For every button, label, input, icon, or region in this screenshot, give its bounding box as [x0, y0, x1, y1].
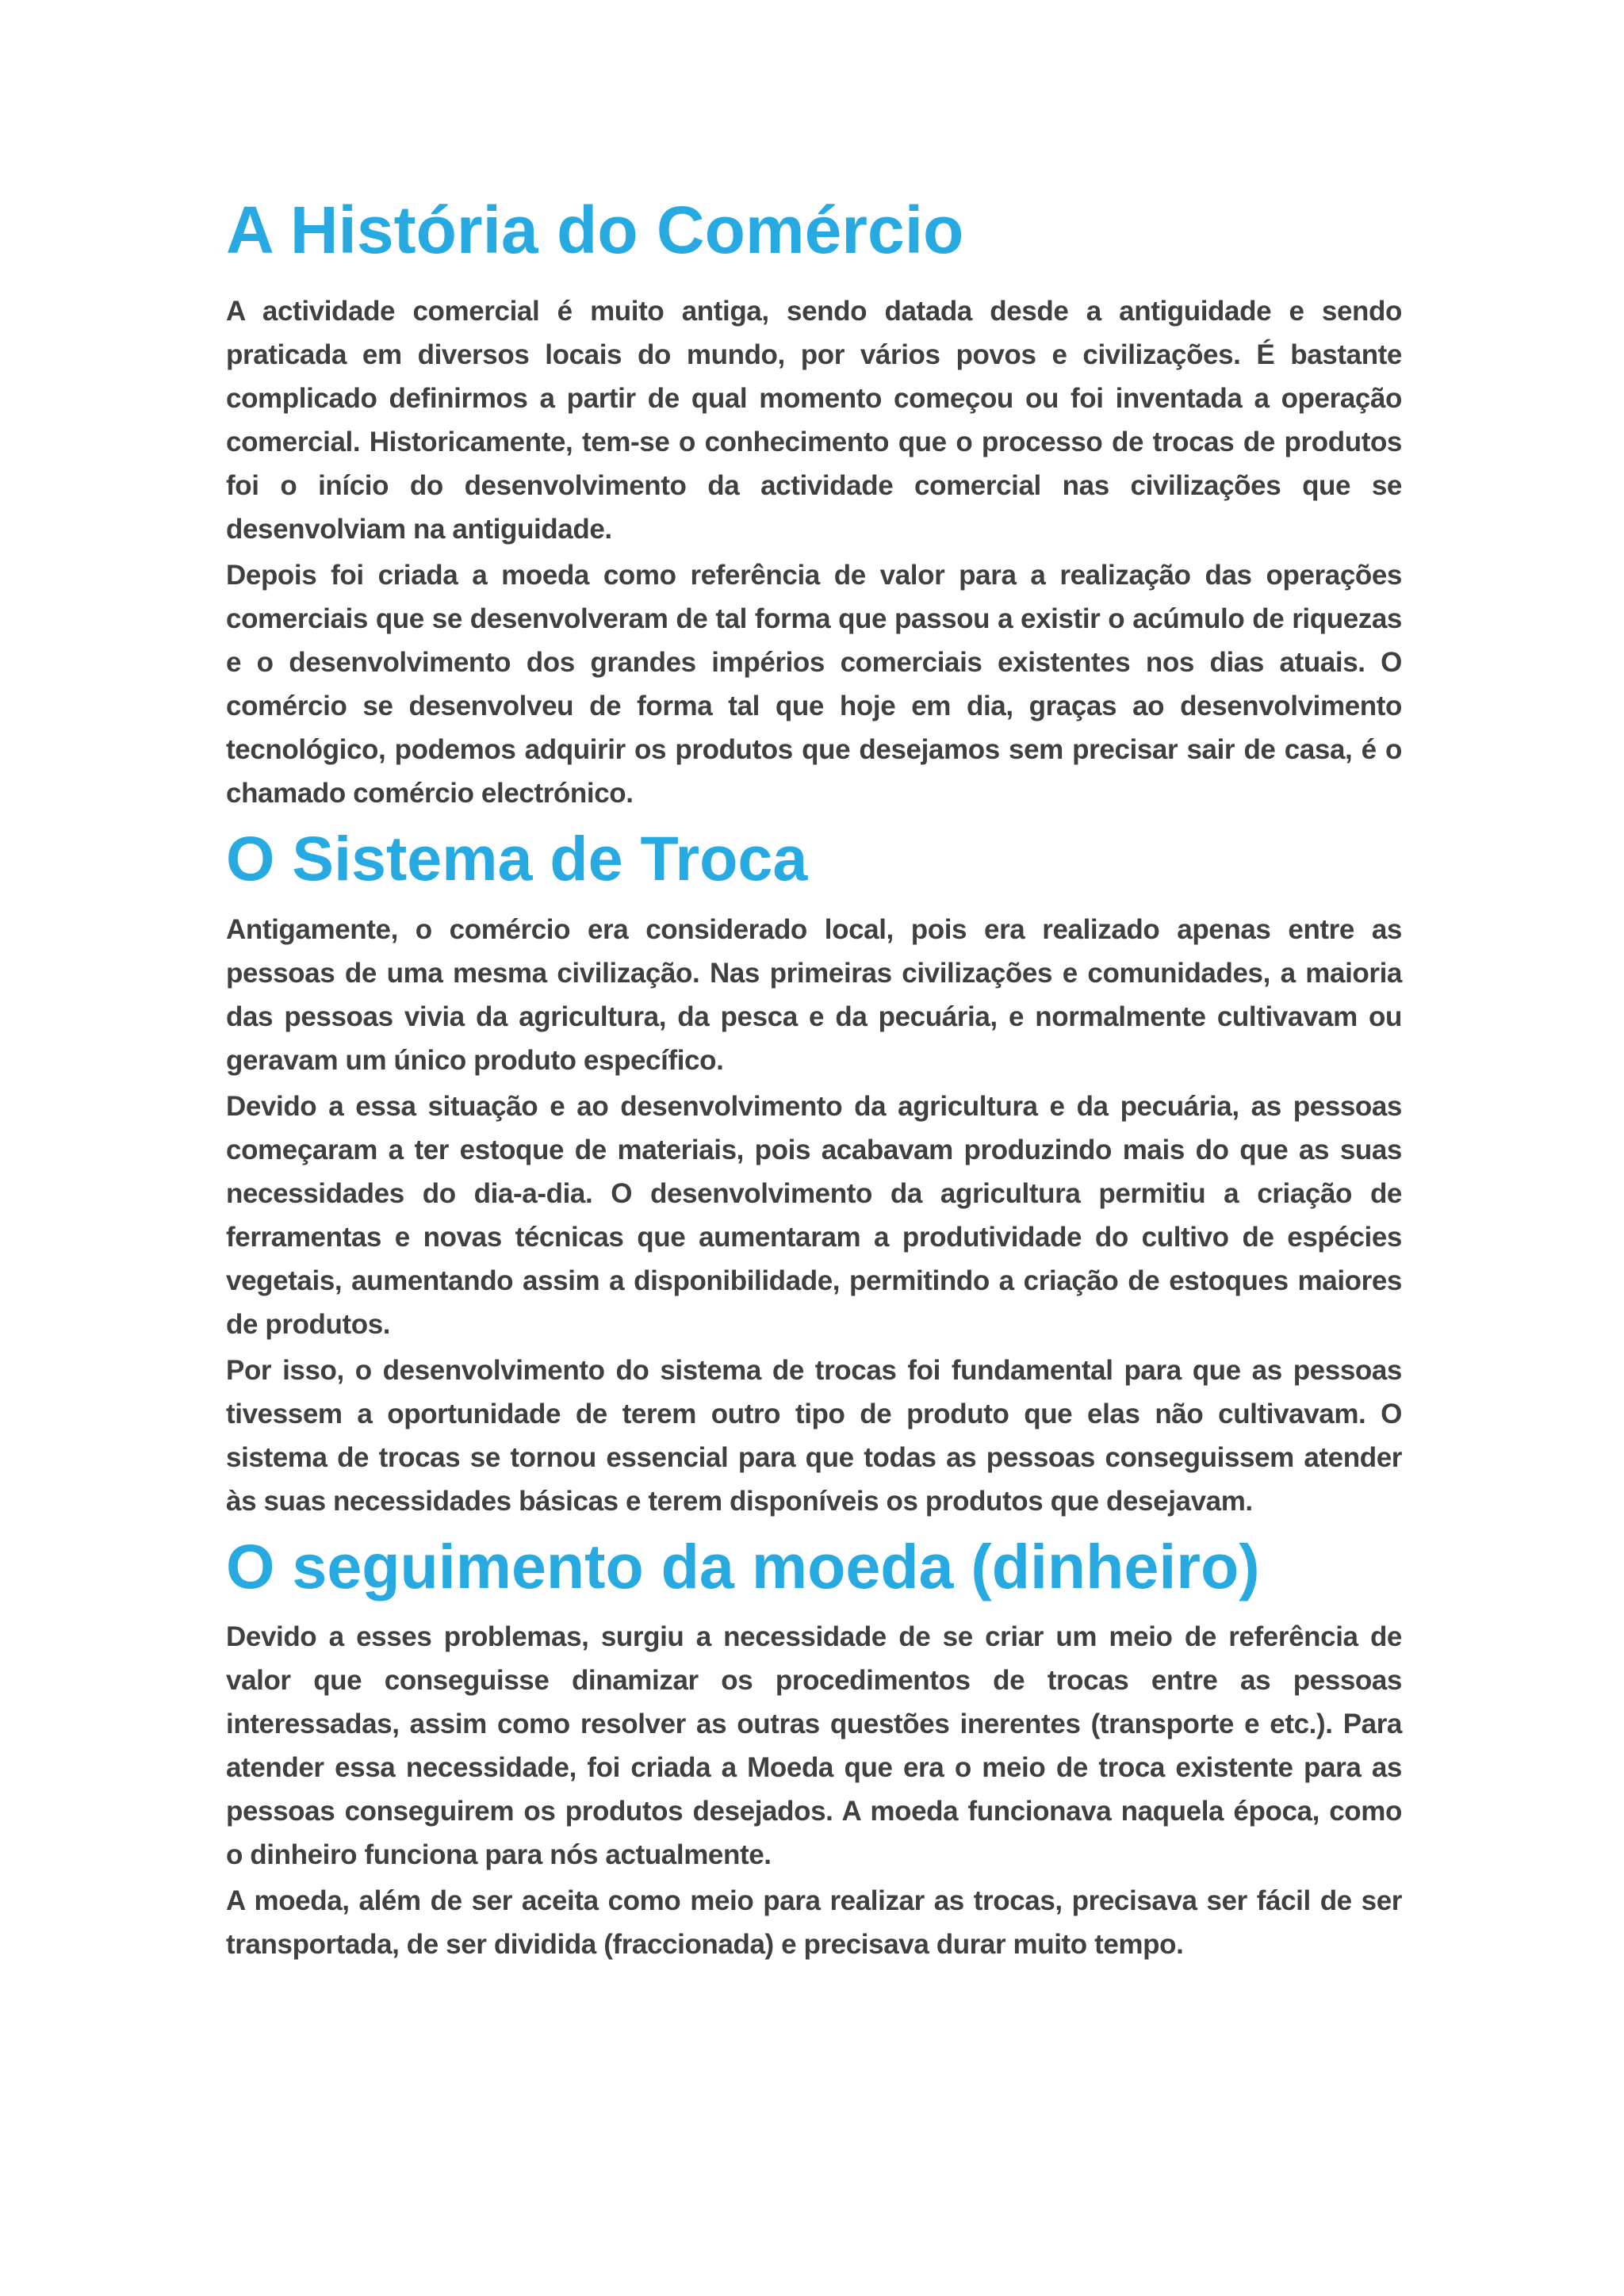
page-title-historia-do-comercio: A História do Comércio	[226, 193, 964, 267]
paragraph-money-reference: Devido a esses problemas, surgiu a necessidade de se criar um meio de referência de valor que conseguisse dinamizar os procedimentos de trocas entre as pessoas interessadas, assim como resolver as outras questões inerentes (transporte e etc.). Para atender essa necessidade, foi criada a Moeda que era o meio de troca existente para as pessoas conseguirem os produtos desejados. A moeda funcionava naquela época, como o dinheiro funciona para nós actualmente.	[226, 1621, 1402, 1871]
paragraph-stock-surplus: Devido a essa situação e ao desenvolvimento da agricultura e da pecuária, as pessoas começaram a ter estoque de materiais, pois acabavam produzindo mais do que as suas necessidades do dia-a-dia. O desenvolvimento da agricultura permitiu a criação de ferramentas e novas técnicas que aumentaram a produtividade do cultivo de espécies vegetais, aumentando assim a disponibilidade, permitindo a criação de estoques maiores de produtos.	[226, 1090, 1402, 1340]
document-page	[226, 189, 1402, 1969]
section-heading-sistema-de-troca: O Sistema de Troca	[226, 823, 808, 894]
paragraph-commerce-origins: A actividade comercial é muito antiga, sendo datada desde a antiguidade e sendo praticada em diversos locais do mundo, por vários povos e civilizações. É bastante complicado definirmos a partir de qual momento começou ou foi inventada a operação comercial. Historicamente, tem-se o conhecimento que o processo de trocas de produtos foi o início do desenvolvimento da actividade comercial nas civilizações que se desenvolviam na antiguidade.	[226, 296, 1402, 545]
section-heading-seguimento-da-moeda: O seguimento da moeda (dinheiro)	[226, 1530, 1260, 1601]
paragraph-coin-requirements: A moeda, além de ser aceita como meio para realizar as trocas, precisava ser fácil de ser transportada, de ser dividida (fraccionada) e precisava durar muito tempo.	[226, 1885, 1402, 1961]
paragraph-local-commerce: Antigamente, o comércio era considerado local, pois era realizado apenas entre as pessoas de uma mesma civilização. Nas primeiras civilizações e comunidades, a maioria das pessoas vivia da agricultura, da pesca e da pecuária, e normalmente cultivavam ou geravam um único produto específico.	[226, 913, 1402, 1076]
paragraph-coin-creation: Depois foi criada a moeda como referência de valor para a realização das operações comerciais que se desenvolveram de tal forma que passou a existir o acúmulo de riquezas e o desenvolvimento dos grandes impérios comerciais existentes nos dias atuais. O comércio se desenvolveu de forma tal que hoje em dia, graças ao desenvolvimento tecnológico, podemos adquirir os produtos que desejamos sem precisar sair de casa, é o chamado comércio electrónico.	[226, 560, 1402, 809]
paragraph-trade-system-importance: Por isso, o desenvolvimento do sistema de trocas foi fundamental para que as pessoas tivessem a oportunidade de terem outro tipo de produto que elas não cultivavam. O sistema de trocas se tornou essencial para que todas as pessoas conseguissem atender às suas necessidades básicas e terem disponíveis os produtos que desejavam.	[226, 1354, 1402, 1517]
